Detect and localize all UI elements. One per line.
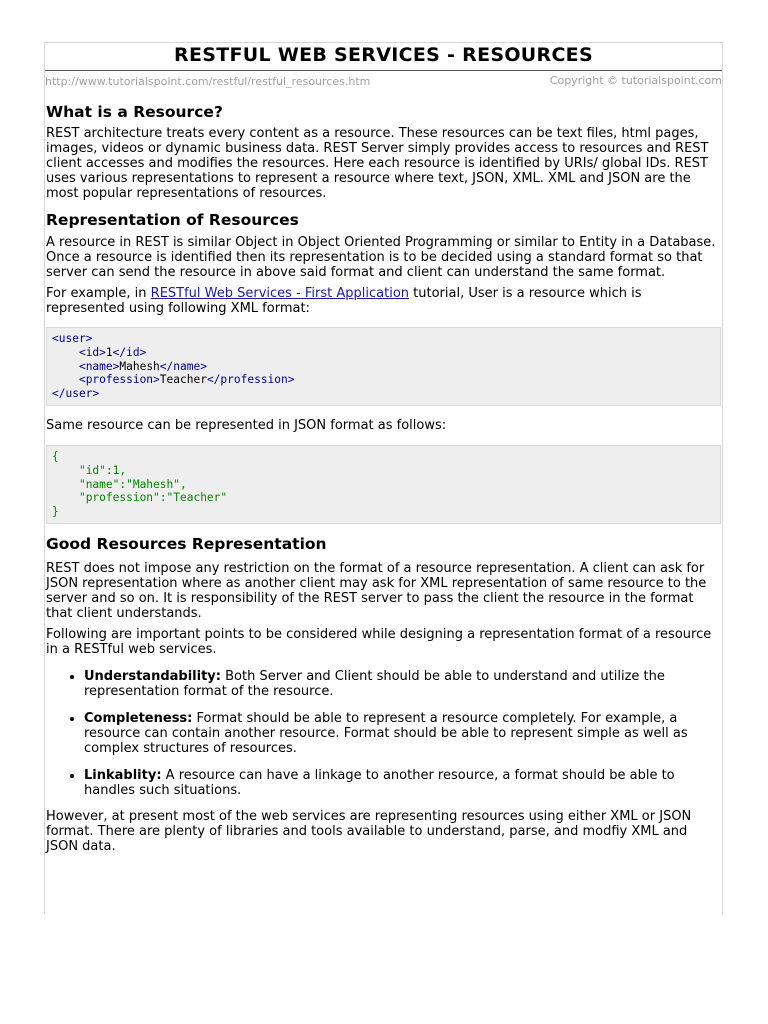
paragraph: Following are important points to be considered while designing a representation format of a resource in a RESTful web services. — [46, 626, 712, 657]
list-item-term: Completeness: — [84, 710, 193, 726]
list-item — [84, 669, 721, 699]
paragraph-with-link — [46, 286, 721, 316]
heading-what-is-resource: What is a Resource? — [46, 103, 223, 121]
list-item-text: A resource can have a linkage to another resource, a format should be able to handles such situations. — [84, 767, 675, 798]
json-code-block — [46, 445, 721, 524]
code-token: Teacher — [159, 373, 207, 387]
copyright-notice: Copyright © tutorialspoint.com — [549, 74, 722, 87]
code-token: </id> — [112, 345, 147, 359]
list-item — [84, 768, 721, 798]
url-bar — [45, 71, 722, 91]
code-token: <name> — [78, 359, 120, 373]
paragraph: A resource in REST is similar Object in Object Oriented Programming or similar to Entity in a Database. Once a resource is identified then its representation is to be decided using a standard format so that server can send the resource in above said format and client can understand the same format. — [46, 235, 716, 280]
code-token: </user> — [52, 387, 100, 401]
code-token: </profession> — [206, 373, 295, 387]
paragraph: REST architecture treats every content as a resource. These resources can be text files, html pages, images, videos or dynamic business data. REST Server simply provides access to resources and REST client accesses and modifies the resources. Here each resource is identified by URIs/ global IDs. REST uses various representations to represent a resource where text, JSON, XML. XML and JSON are the most popular representations of resources. — [46, 126, 709, 201]
paragraph: REST does not impose any restriction on the format of a resource representation. A client can ask for JSON representation where as another client may ask for XML representation of same resource to the server and so on. It is responsibility of the REST server to pass the client the resource in the format that client understands. — [46, 560, 707, 621]
code-token: { — [52, 449, 59, 463]
code-token: "id":1, — [78, 463, 127, 477]
page-title: RESTFUL WEB SERVICES - RESOURCES — [45, 43, 722, 71]
code-token: </name> — [159, 359, 207, 373]
heading-good-representation: Good Resources Representation — [46, 534, 327, 553]
code-token: "profession":"Teacher" — [78, 491, 228, 505]
text: tutorial, User is a resource which is represented using following XML format: — [46, 286, 642, 316]
list-item-term: Linkablity: — [84, 767, 162, 783]
code-token: } — [52, 505, 59, 519]
source-url[interactable]: http://www.tutorialspoint.com/restful/restful_resources.htm — [45, 75, 371, 88]
code-token: <id> — [78, 345, 106, 359]
code-token: <profession> — [78, 373, 160, 387]
heading-representation: Representation of Resources — [46, 211, 299, 229]
paragraph: However, at present most of the web services are representing resources using either XML or JSON format. There are plenty of libraries and tools available to understand, parse, and modfiy XML and JSON data. — [46, 808, 692, 854]
code-token: 1 — [105, 345, 113, 359]
xml-code-block — [46, 327, 721, 406]
document-page — [44, 42, 723, 914]
list-item-term: Understandability: — [84, 668, 221, 684]
article-content — [45, 103, 722, 854]
considerations-list — [46, 669, 721, 798]
first-application-link[interactable]: RESTful Web Services - First Application — [150, 286, 410, 301]
list-item-text: Both Server and Client should be able to understand and utilize the representation format of the resource. — [84, 668, 665, 699]
list-item-text: Format should be able to represent a resource completely. For example, a resource can contain another resource. Format should be able to represent simple as well as complex structures of resources. — [84, 710, 688, 756]
code-token: <user> — [52, 332, 93, 345]
code-token: "name":"Mahesh", — [78, 477, 187, 491]
code-token: Mahesh — [119, 359, 160, 373]
paragraph: Same resource can be represented in JSON format as follows: — [46, 417, 447, 433]
list-item — [84, 711, 721, 756]
text: For example, in — [46, 286, 151, 301]
